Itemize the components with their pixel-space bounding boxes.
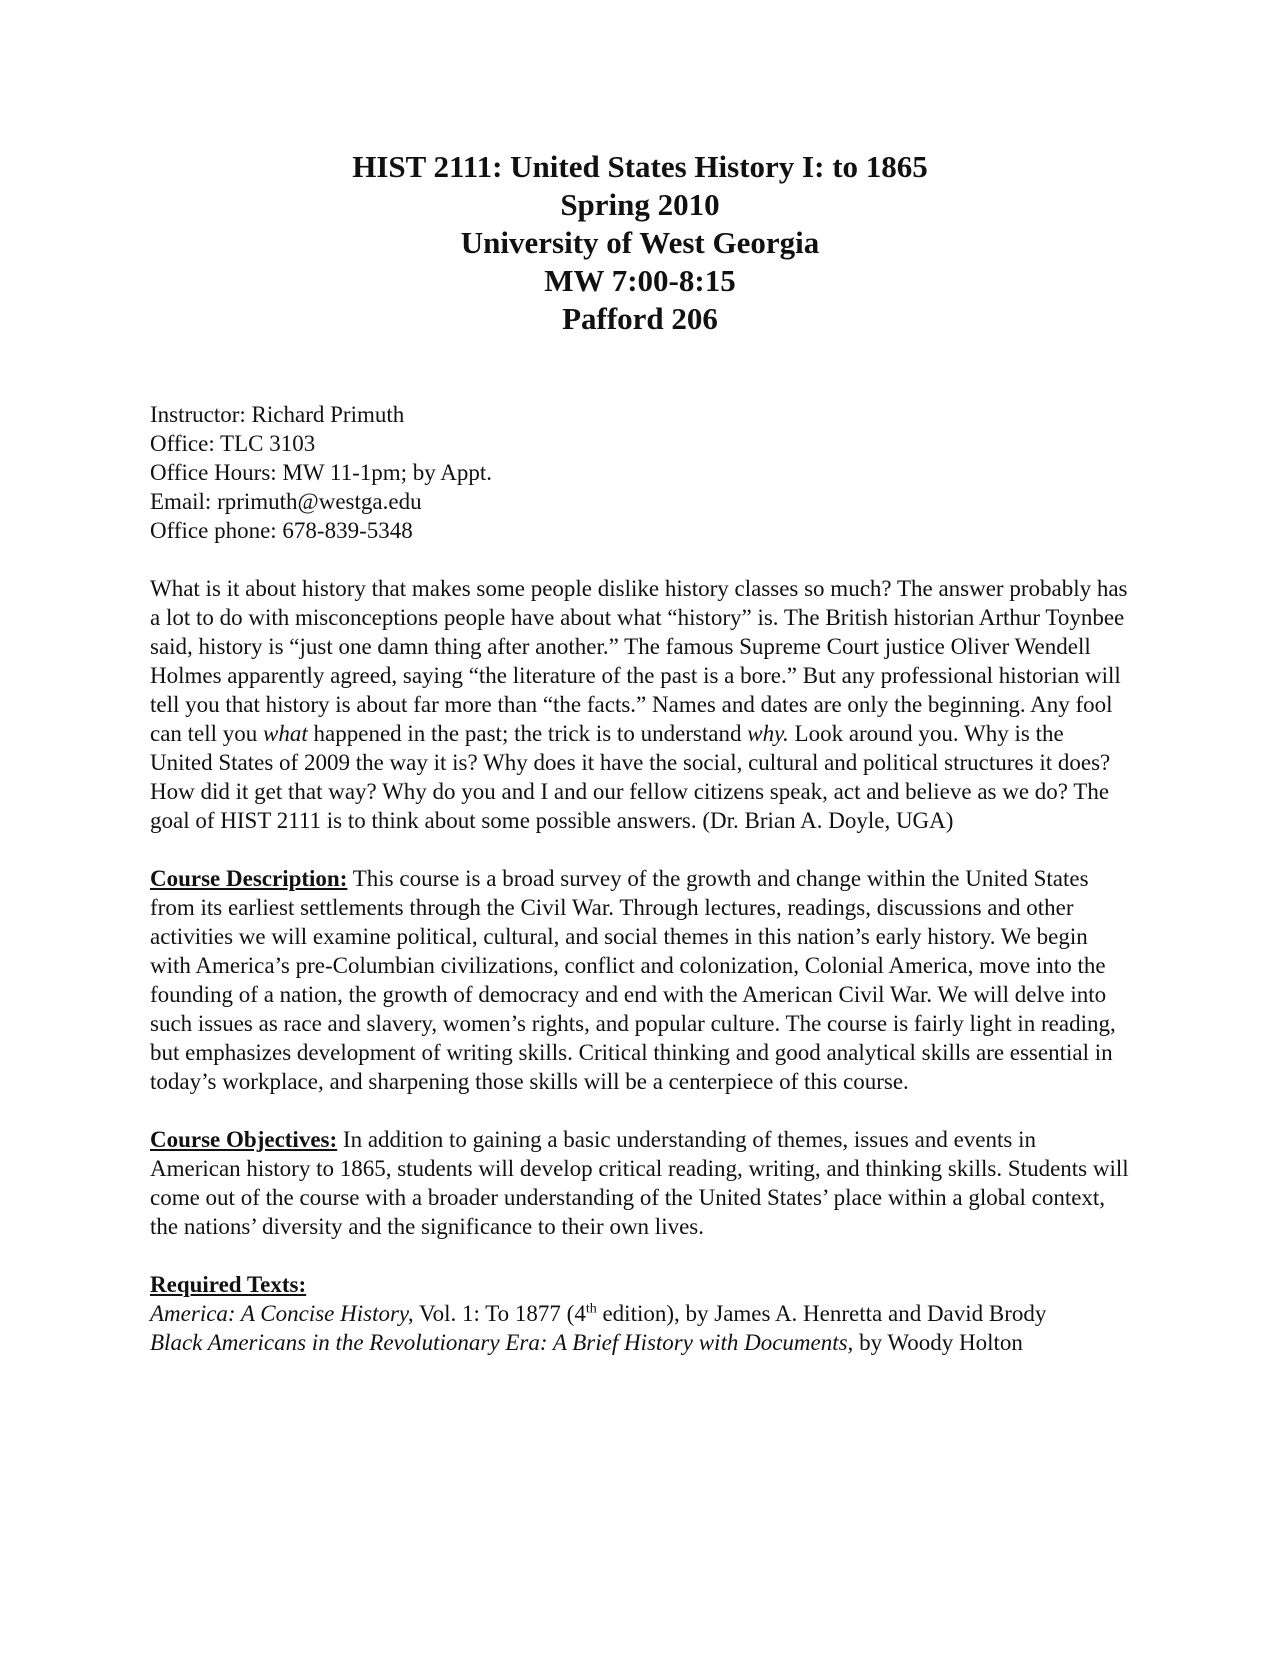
intro-text-3: Look around you. Why is the United States of 2009 the way it is? Why does it have the social, cultural and political structures it does? How did it get that way? Why do you and I and our fellow citizens speak, act and believe as we do? The goal of HIST 2111 is to think about some possible answers. (Dr. Brian A. Doyle, UGA) (150, 721, 1111, 833)
book-1-details: Vol. 1: To 1877 (4 (413, 1301, 586, 1326)
book-2-details: by Woody Holton (853, 1330, 1023, 1355)
intro-paragraph (150, 574, 1130, 835)
book-2-title: Black Americans in the Revolutionary Era: A Brief History with Documents, (150, 1330, 854, 1355)
syllabus-page (150, 148, 1130, 1357)
course-description-heading: Course Description: (150, 866, 348, 891)
course-objectives-text: In addition to gaining a basic understanding of themes, issues and events in American history to 1865, students will develop critical reading, writing, and thinking skills. Students will come out of the course with a broader understanding of the United States’ place within a global context, the nations’ diversity and the significance to their own lives. (150, 1127, 1129, 1239)
instructor-info (150, 400, 1130, 545)
instructor-name: Instructor: Richard Primuth (150, 402, 405, 427)
office-hours: Office Hours: MW 11-1pm; by Appt. (150, 460, 492, 485)
university: University of West Georgia (460, 225, 820, 260)
intro-emphasis-what: what (263, 721, 308, 746)
room: Pafford 206 (562, 301, 718, 336)
course-title: HIST 2111: United States History I: to 1865 (352, 149, 928, 184)
book-1-details-rest: edition), by James A. Henretta and David Brody (596, 1301, 1047, 1326)
course-description (150, 864, 1130, 1096)
required-texts-heading: Required Texts: (150, 1272, 307, 1297)
intro-text-2: happened in the past; the trick is to understand (307, 721, 748, 746)
office-location: Office: TLC 3103 (150, 431, 316, 456)
course-objectives (150, 1125, 1130, 1241)
meeting-time: MW 7:00-8:15 (544, 263, 736, 298)
book-2 (150, 1328, 1130, 1357)
semester: Spring 2010 (560, 187, 720, 222)
course-title-block (150, 148, 1130, 338)
book-1 (150, 1299, 1130, 1328)
book-1-edition-sup: th (585, 1301, 597, 1317)
required-texts (150, 1270, 1130, 1357)
office-phone: Office phone: 678-839-5348 (150, 518, 413, 543)
intro-text-1: What is it about history that makes some people dislike history classes so much? The answer probably has a lot to do with misconceptions people have about what “history” is. The British historian Arthur Toynbee said, history is “just one damn thing after another.” The famous Supreme Court justice Oliver Wendell Holmes apparently agreed, saying “the literature of the past is a bore.” But any professional historian will tell you that history is about far more than “the facts.” Names and dates are only the beginning. Any fool can tell you (150, 576, 1128, 746)
intro-emphasis-why: why. (747, 721, 789, 746)
book-1-title: America: A Concise History, (150, 1301, 414, 1326)
email: Email: rprimuth@westga.edu (150, 489, 422, 514)
course-description-text: This course is a broad survey of the growth and change within the United States from its earliest settlements through the Civil War. Through lectures, readings, discussions and other activities we will examine political, cultural, and social themes in this nation’s early history. We begin with America’s pre-Columbian civilizations, conflict and colonization, Colonial America, move into the founding of a nation, the growth of democracy and end with the American Civil War. We will delve into such issues as race and slavery, women’s rights, and popular culture. The course is fairly light in reading, but emphasizes development of writing skills. Critical thinking and good analytical skills are essential in today’s workplace, and sharpening those skills will be a centerpiece of this course. (150, 866, 1116, 1094)
course-objectives-heading: Course Objectives: (150, 1127, 338, 1152)
